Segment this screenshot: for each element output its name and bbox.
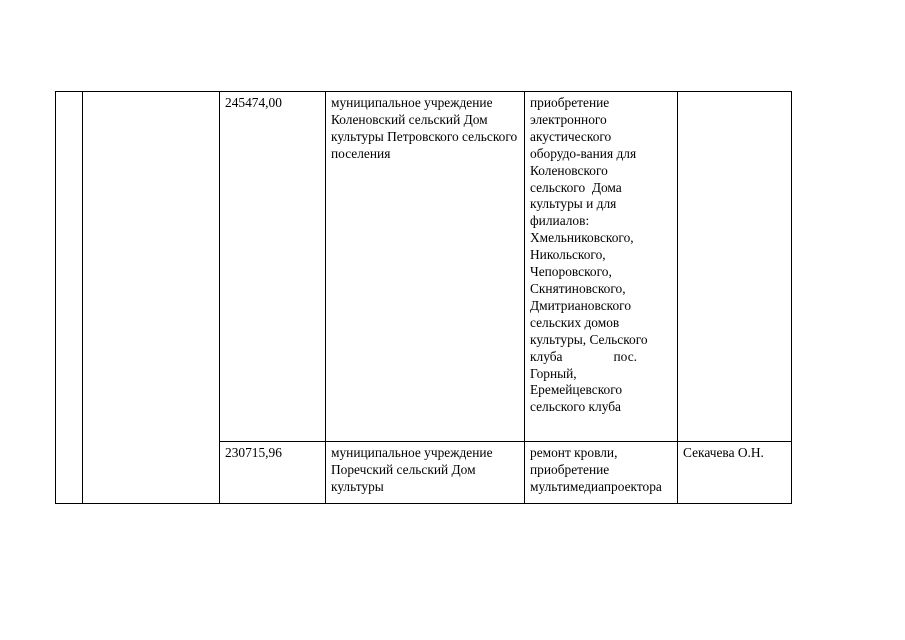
purpose-word: клуба (530, 348, 563, 364)
purpose-word: пос. (613, 348, 637, 364)
purpose-line: Скнятиновского, (530, 280, 626, 296)
purpose-line: филиалов: (530, 213, 590, 229)
purpose-justified-line (530, 349, 673, 366)
purpose-line: сельских домов (530, 314, 620, 330)
purpose-line: культуры, Сельского (530, 331, 648, 347)
table-row (56, 92, 792, 442)
institution-cell: муниципальное учреждение Коленовский сельский Дом культуры Петровского сельского поселения (326, 92, 525, 442)
purpose-line: Коленовского (530, 162, 608, 178)
purpose-line: приобретение (530, 95, 610, 110)
purpose-line: Еремейцевского (530, 382, 623, 398)
purpose-line: электронного (530, 111, 607, 127)
purpose-line: акустического (530, 128, 612, 144)
purpose-line: оборудо-вания для (530, 145, 637, 161)
purpose-line: культуры и для (530, 196, 617, 212)
purpose-cell (525, 92, 678, 442)
purpose-line: ремонт кровли, (530, 445, 618, 460)
purpose-line: приобретение (530, 461, 610, 477)
program-cell (83, 92, 220, 504)
purpose-line: сельского Дома (530, 179, 622, 195)
amount-cell: 230715,96 (220, 442, 326, 504)
responsible-cell: Секачева О.Н. (678, 442, 792, 504)
institution-cell: муниципальное учреждение Поречский сельский Дом культуры (326, 442, 525, 504)
purpose-line: сельского клуба (530, 399, 621, 415)
purpose-line: мультимедиапроектора (530, 478, 662, 494)
purpose-line: Чепоровского, (530, 264, 612, 280)
purpose-line: Никольского, (530, 247, 606, 263)
amount-cell: 245474,00 (220, 92, 326, 442)
purpose-line: Дмитриановского (530, 297, 632, 313)
purpose-cell (525, 442, 678, 504)
number-cell (56, 92, 83, 504)
funding-table (55, 91, 792, 504)
purpose-line: Горный, (530, 365, 577, 381)
responsible-cell (678, 92, 792, 442)
purpose-line: Хмельниковского, (530, 230, 634, 246)
